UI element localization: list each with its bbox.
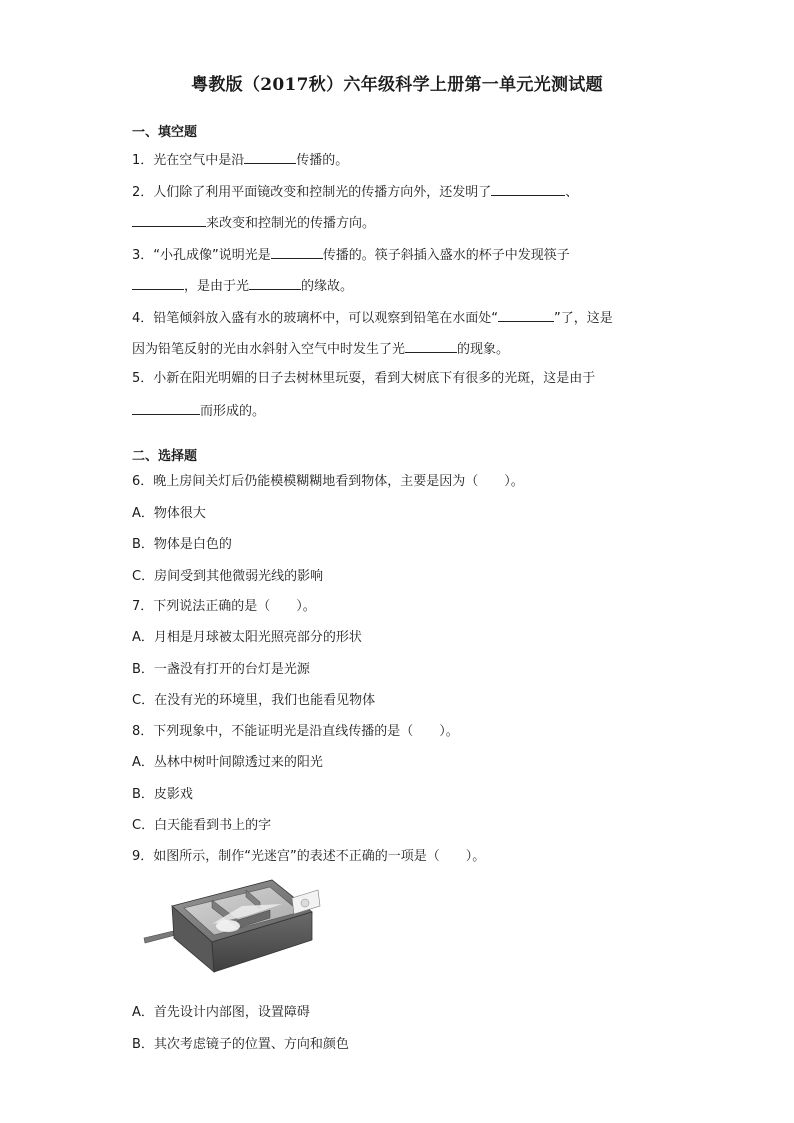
question-text: 传播的。筷子斜插入盛水的杯子中发现筷子 <box>322 248 570 263</box>
answer-blank[interactable] <box>132 276 184 290</box>
question-text: 传播的。 <box>296 153 349 168</box>
question-text: 来改变和控制光的传播方向。 <box>206 216 376 231</box>
page-title: 粤教版（2017秋）六年级科学上册第一单元光测试题 <box>191 75 603 95</box>
question-1 <box>132 150 348 170</box>
question-8-option-a[interactable]: A．丛林中树叶间隙透过来的阳光 <box>132 755 323 770</box>
question-9-option-a[interactable]: A．首先设计内部图，设置障碍 <box>132 1005 310 1020</box>
answer-blank[interactable] <box>491 182 565 196</box>
question-text: 1．光在空气中是沿 <box>132 153 245 168</box>
question-2-line-1 <box>132 182 578 202</box>
question-9-stem: 9．如图所示，制作“光迷宫”的表述不正确的一项是（ ）。 <box>132 849 486 864</box>
question-7-stem: 7．下列说法正确的是（ ）。 <box>132 599 316 614</box>
question-text: 2．人们除了利用平面镜改变和控制光的传播方向外，还发明了 <box>132 185 492 200</box>
answer-blank[interactable] <box>249 276 301 290</box>
answer-blank[interactable] <box>498 308 554 322</box>
question-text: 、 <box>565 185 579 200</box>
question-7-option-b[interactable]: B．一盏没有打开的台灯是光源 <box>132 662 310 677</box>
question-3-line-1 <box>132 245 570 265</box>
light-maze-figure <box>142 876 332 978</box>
question-text: 的缘故。 <box>301 279 354 294</box>
question-5-line-1: 5．小新在阳光明媚的日子去树林里玩耍，看到大树底下有很多的光斑，这是由于 <box>132 371 596 386</box>
question-6-option-a[interactable]: A．物体很大 <box>132 506 206 521</box>
question-8-option-b[interactable]: B．皮影戏 <box>132 787 193 802</box>
question-7-option-c[interactable]: C．在没有光的环境里，我们也能看见物体 <box>132 693 376 708</box>
question-text: 的现象。 <box>457 342 510 357</box>
question-6-option-b[interactable]: B．物体是白色的 <box>132 537 232 552</box>
question-text: 因为铅笔反射的光由水斜射入空气中时发生了光 <box>132 342 406 357</box>
answer-blank[interactable] <box>405 339 457 353</box>
question-text: 4．铅笔倾斜放入盛有水的玻璃杯中，可以观察到铅笔在水面处“ <box>132 311 499 326</box>
question-3-line-2 <box>132 276 353 296</box>
question-8-option-c[interactable]: C．白天能看到书上的字 <box>132 818 272 833</box>
question-4-line-2 <box>132 339 509 359</box>
answer-blank[interactable] <box>132 213 206 227</box>
question-7-option-a[interactable]: A．月相是月球被太阳光照亮部分的形状 <box>132 630 362 645</box>
question-6-option-c[interactable]: C．房间受到其他微弱光线的影响 <box>132 569 324 584</box>
answer-blank[interactable] <box>244 150 296 164</box>
question-5-line-2 <box>132 401 265 421</box>
answer-blank[interactable] <box>271 245 323 259</box>
section-heading-multiple-choice: 二、选择题 <box>132 449 198 464</box>
question-4-line-1 <box>132 308 613 328</box>
question-9-option-b[interactable]: B．其次考虑镜子的位置、方向和颜色 <box>132 1037 349 1052</box>
question-text: 而形成的。 <box>200 404 266 419</box>
question-text: ，是由于光 <box>184 279 250 294</box>
question-2-line-2 <box>132 213 375 233</box>
answer-blank[interactable] <box>132 401 200 415</box>
question-6-stem: 6．晚上房间关灯后仍能模模糊糊地看到物体，主要是因为（ ）。 <box>132 474 524 489</box>
question-8-stem: 8．下列现象中，不能证明光是沿直线传播的是（ ）。 <box>132 724 459 739</box>
section-heading-fill-blank: 一、填空题 <box>132 125 198 140</box>
question-text: 3．“小孔成像”说明光是 <box>132 248 271 263</box>
question-text: ”了，这是 <box>554 311 613 326</box>
